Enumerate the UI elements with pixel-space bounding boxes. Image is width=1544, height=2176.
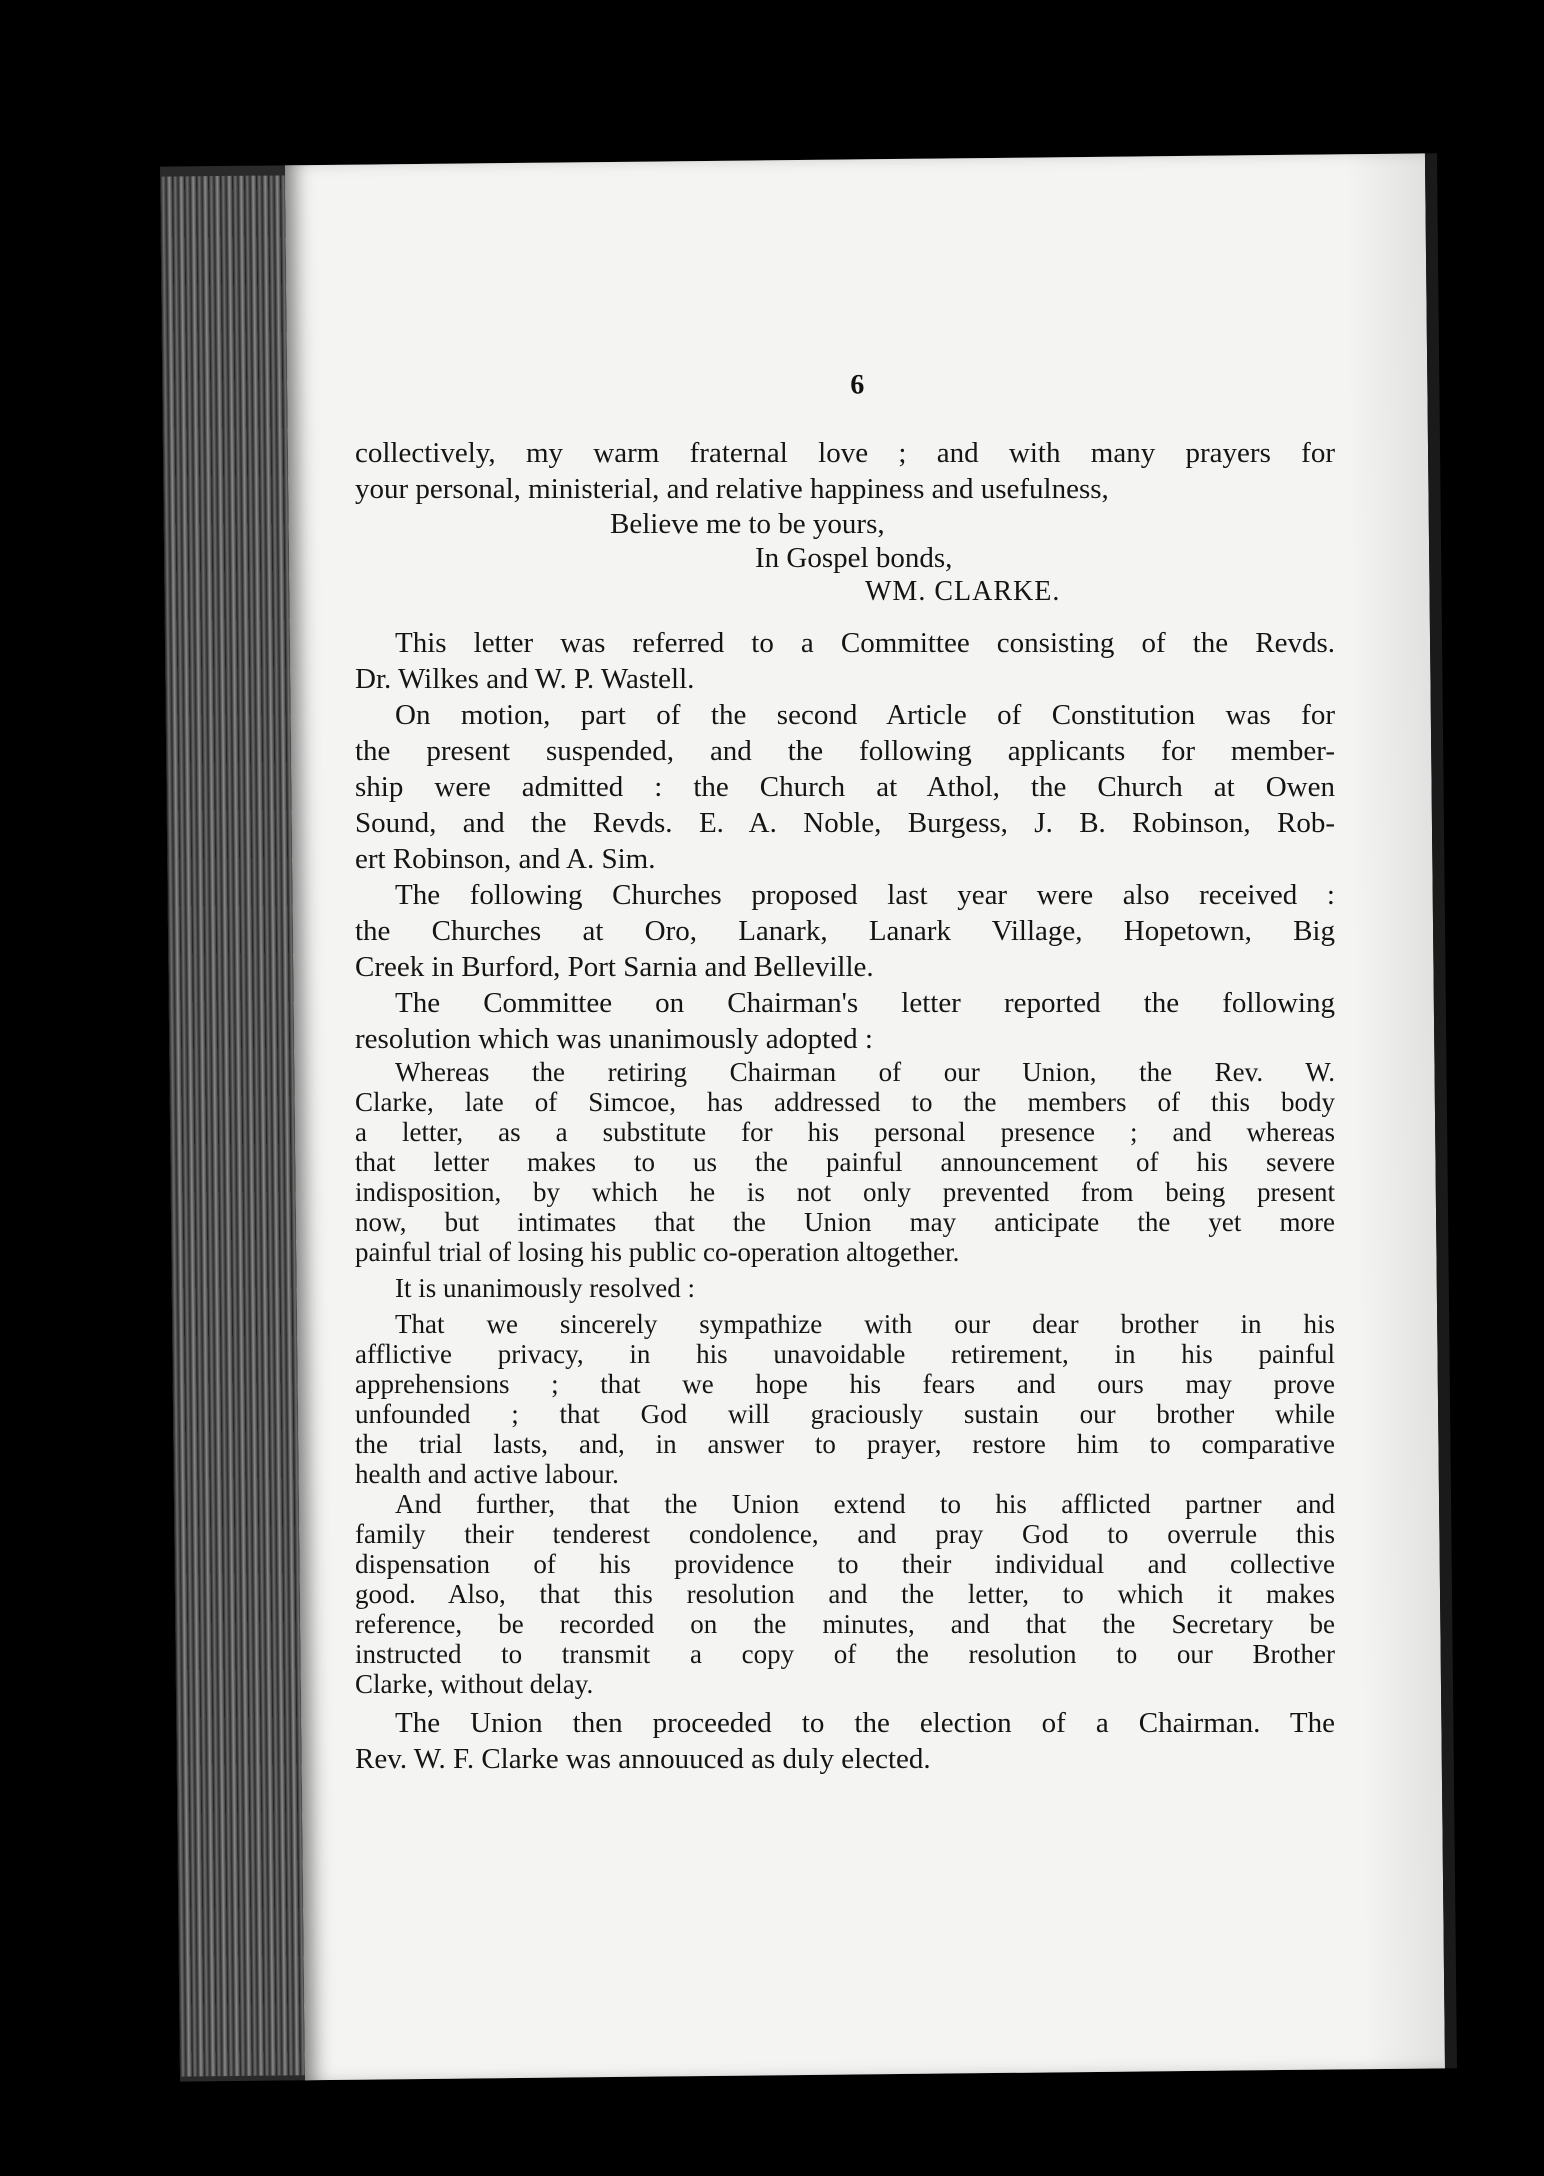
paragraph-further bbox=[355, 1489, 1335, 1699]
text-line: ert Robinson, and A. Sim. bbox=[355, 843, 656, 875]
text-line: a letter, as a substitute for his personal presence ; and whereas bbox=[355, 1117, 1335, 1147]
closing-line: Believe me to be yours, bbox=[610, 508, 885, 540]
text-line: Whereas the retiring Chairman of our Union, the Rev. W. bbox=[395, 1057, 1335, 1087]
paragraph-committee bbox=[355, 625, 1335, 697]
paragraph-churches bbox=[355, 877, 1335, 985]
text-line: the Churches at Oro, Lanark, Lanark Village, Hopetown, Big bbox=[355, 915, 1335, 947]
text-line: The Committee on Chairman's letter reported the following bbox=[395, 987, 1335, 1019]
page-text bbox=[355, 435, 1335, 1777]
paragraph-election bbox=[355, 1705, 1335, 1777]
text-line: dispensation of his providence to their individual and collective bbox=[355, 1549, 1335, 1579]
text-line: The Union then proceeded to the election of a Chairman. The bbox=[395, 1707, 1335, 1739]
text-line: Sound, and the Revds. E. A. Noble, Burgess, J. B. Robinson, Rob- bbox=[355, 807, 1335, 839]
text-line: That we sincerely sympathize with our dear brother in his bbox=[395, 1309, 1335, 1339]
text-line: resolution which was unanimously adopted : bbox=[355, 1023, 873, 1055]
letter-closing bbox=[355, 507, 1335, 609]
text-line: instructed to transmit a copy of the resolution to our Brother bbox=[355, 1639, 1335, 1669]
signature: WM. CLARKE. bbox=[865, 576, 1061, 607]
text-line: good. Also, that this resolution and the letter, to which it makes bbox=[355, 1579, 1335, 1609]
text-line: Dr. Wilkes and W. P. Wastell. bbox=[355, 663, 695, 695]
text-line: reference, be recorded on the minutes, and that the Secretary be bbox=[355, 1609, 1335, 1639]
paragraph-sympathize bbox=[355, 1309, 1335, 1489]
text-line: And further, that the Union extend to his afflicted partner and bbox=[395, 1489, 1335, 1519]
text-line: the trial lasts, and, in answer to prayer, restore him to comparative bbox=[355, 1429, 1335, 1459]
text-line: afflictive privacy, in his unavoidable retirement, in his painful bbox=[355, 1339, 1335, 1369]
letter-tail bbox=[355, 435, 1335, 507]
text-line: the present suspended, and the following applicants for member- bbox=[355, 735, 1335, 767]
spacer bbox=[355, 609, 1335, 625]
paragraph-report bbox=[355, 985, 1335, 1057]
text-line: your personal, ministerial, and relative happiness and usefulness, bbox=[355, 473, 1109, 505]
text-line: indisposition, by which he is not only prevented from being present bbox=[355, 1177, 1335, 1207]
text-line: unfounded ; that God will graciously sustain our brother while bbox=[355, 1399, 1335, 1429]
text-line: painful trial of losing his public co-operation altogether. bbox=[355, 1237, 960, 1267]
text-line: that letter makes to us the painful announcement of his severe bbox=[355, 1147, 1335, 1177]
text-line: now, but intimates that the Union may anticipate the yet more bbox=[355, 1207, 1335, 1237]
closing-line: In Gospel bonds, bbox=[755, 542, 953, 574]
text-line: The following Churches proposed last year were also received : bbox=[395, 879, 1335, 911]
text-line: Clarke, late of Simcoe, has addressed to the members of this body bbox=[355, 1087, 1335, 1117]
text-line: Clarke, without delay. bbox=[355, 1669, 594, 1699]
text-line: It is unanimously resolved : bbox=[395, 1273, 695, 1303]
text-line: ship were admitted : the Church at Athol, the Church at Owen bbox=[355, 771, 1335, 803]
text-line: Creek in Burford, Port Sarnia and Belleville. bbox=[355, 951, 874, 983]
text-line: health and active labour. bbox=[355, 1459, 619, 1489]
text-line: On motion, part of the second Article of Constitution was for bbox=[395, 699, 1335, 731]
paragraph-motion bbox=[355, 697, 1335, 877]
text-line: This letter was referred to a Committee consisting of the Revds. bbox=[395, 627, 1335, 659]
text-line: apprehensions ; that we hope his fears and ours may prove bbox=[355, 1369, 1335, 1399]
text-line: Rev. W. F. Clarke was annouuced as duly elected. bbox=[355, 1743, 931, 1775]
paragraph-resolved bbox=[355, 1273, 1335, 1303]
text-line: family their tenderest condolence, and pray God to overrule this bbox=[355, 1519, 1335, 1549]
page-number: 6 bbox=[850, 369, 865, 401]
paragraph-whereas bbox=[355, 1057, 1335, 1267]
text-line: collectively, my warm fraternal love ; and with many prayers for bbox=[355, 437, 1335, 469]
